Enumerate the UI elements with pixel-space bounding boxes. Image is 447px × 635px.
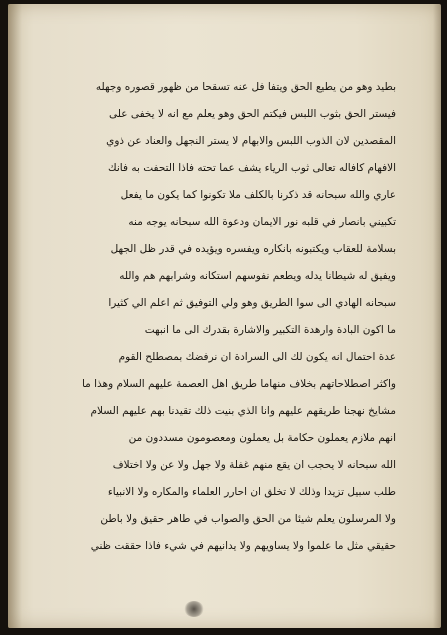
ink-stain (184, 601, 204, 617)
manuscript-line: فيستر الحق بثوب اللبس فيكتم الحق وهو يعلم مع انه لا يخفى على (109, 108, 396, 120)
manuscript-line: انهم ملازم يعملون حكامة بل يعملون ومعصومون مسددون من (128, 432, 396, 444)
manuscript-line: بسلامة للعقاب ويكتبونه بانكاره ويفسره ويؤيده في قدر ظل الجهل (110, 243, 396, 255)
manuscript-line: ولا المرسلون يعلم شيئا من الحق والصواب في طاهر حقيق ولا باطن (100, 513, 396, 525)
page-edge-shadow (433, 4, 441, 628)
manuscript-line: واكثر اصطلاحاتهم بخلاف منهاما طريق اهل العصمة عليهم السلام وهذا ما (81, 378, 396, 390)
manuscript-line: الافهام كافاله تعالى ثوب الرياء يشف عما تحته فاذا التحفت به فانك (108, 162, 396, 174)
manuscript-line: مشايخ نهجنا طريقهم عليهم وانا الذي بنيت ذلك تقيدنا بهم عليهم السلام (90, 405, 396, 417)
manuscript-line: الله سبحانه لا يحجب ان يقع منهم غفلة ولا جهل ولا عن ولا اختلاف (112, 459, 396, 471)
manuscript-text-block (81, 78, 396, 578)
manuscript-line: المقصدين لان الذوب اللبس والابهام لا يستر النجهل والعناد عن ذوي (106, 135, 396, 147)
manuscript-line: ويفيق له شيطانا يدله ويطعم نفوسهم استكانه وشرابهم هم والله (119, 270, 396, 282)
manuscript-line: طلب سبيل تزيدا وذلك لا تخلق ان احارر العلماء والمكاره ولا الانبياء (107, 486, 396, 498)
manuscript-line: ما اكون البادة وارهدة التكبير والاشارة بقدرك الى ما انبهت (144, 324, 396, 336)
manuscript-line: بطيد وهو من يطيع الحق ويتفا فل عنه تسقحا من ظهور قصوره وجهله (95, 81, 396, 93)
manuscript-line: تكبيني بانصار في قلبه نور الايمان ودعوة الله سبحانه يوجه منه (128, 216, 396, 228)
manuscript-line: عدة احتمال انه يكون لك الى السرادة ان نرفضك بمصطلح القوم (118, 351, 396, 363)
manuscript-line: سبحانه الهادي الى سوا الطريق وهو ولي التوفيق ثم اعلم الي كثيرا (108, 297, 396, 309)
manuscript-page (8, 4, 441, 628)
manuscript-line: عاري والله سبحانه قد ذكرنا بالكلف ملا تكونوا كما يكون ما يفعل (120, 189, 396, 201)
manuscript-line: حقيقي مثل ما علموا ولا يساويهم ولا يدانيهم في شيء فاذا حققت ظني (90, 540, 396, 552)
